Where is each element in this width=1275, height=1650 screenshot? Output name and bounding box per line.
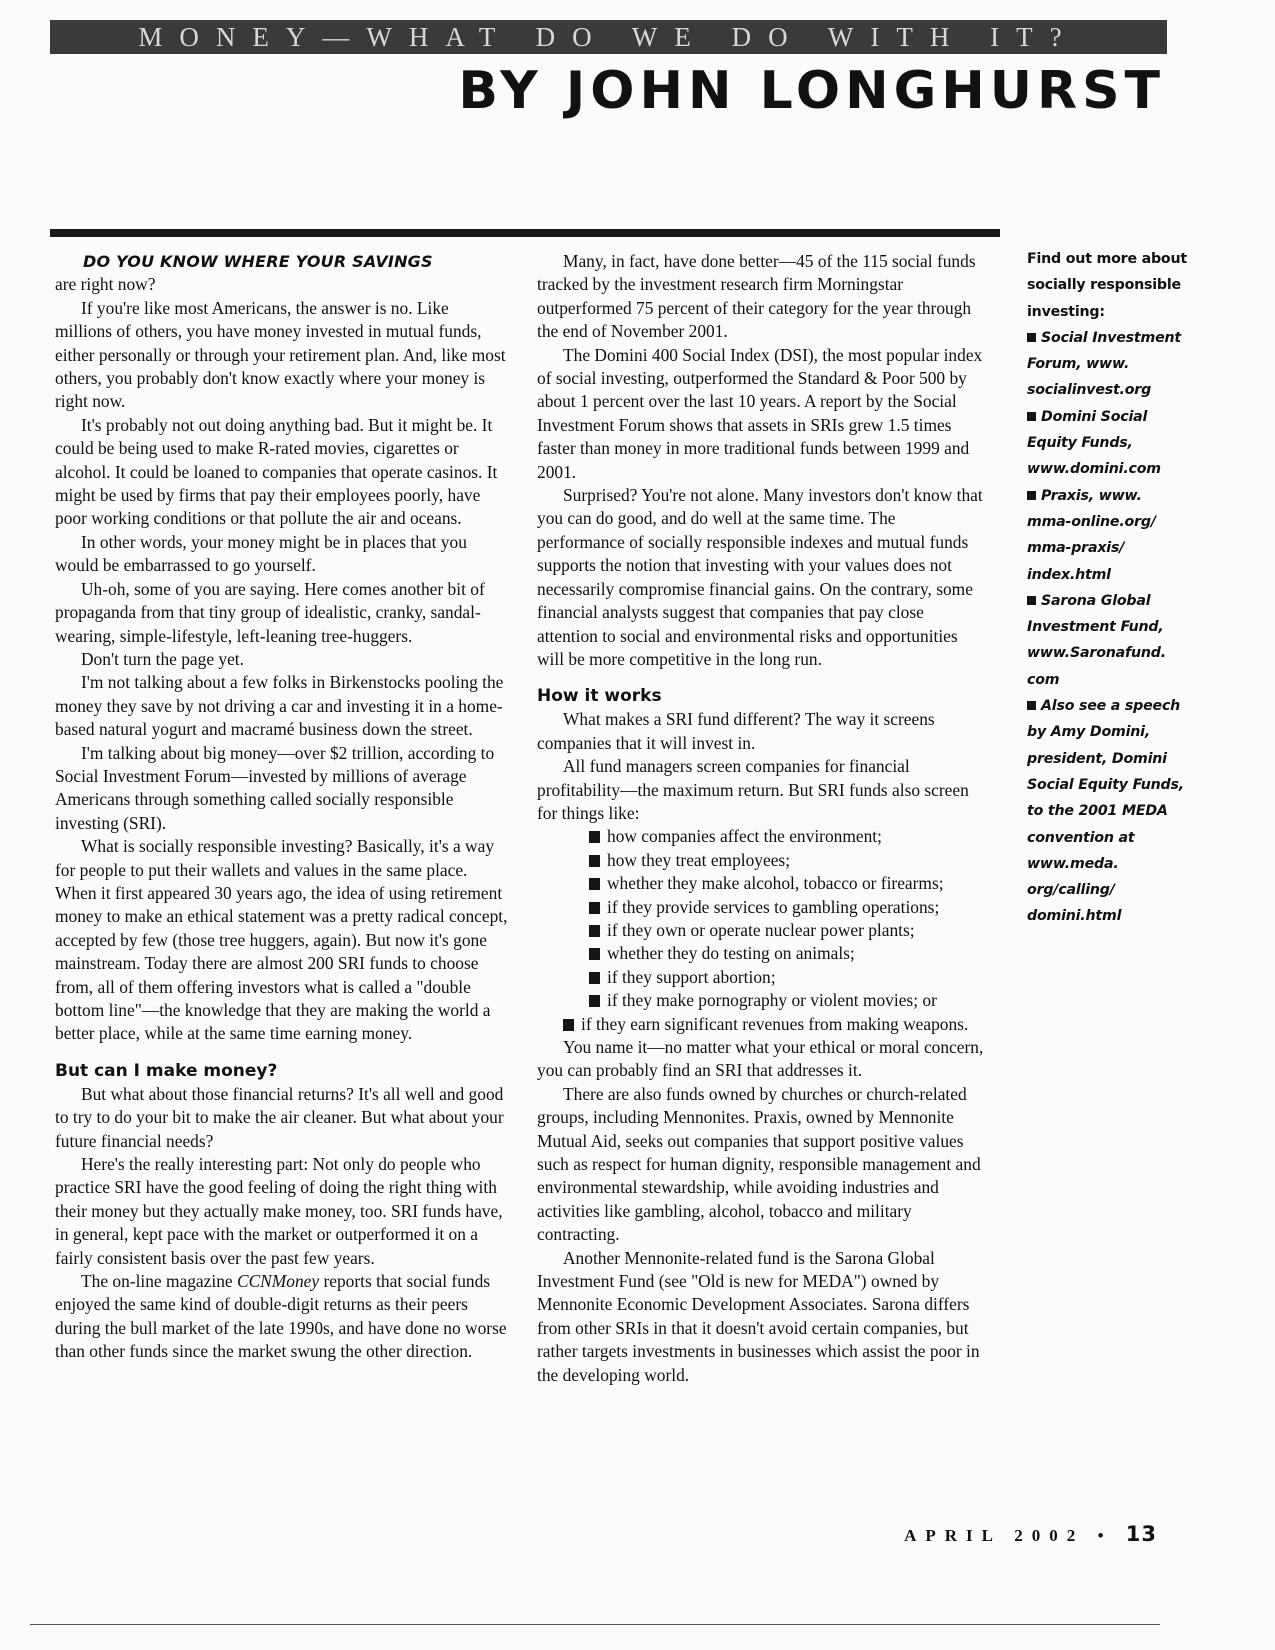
bullet-square-icon (589, 995, 600, 1007)
list-item (537, 942, 985, 965)
paragraph: Surprised? You're not alone. Many investors don't know that you can do good, and do well at the same time. The performance of socially responsible indexes and mutual funds supports the notion that investing with your values does not necessarily compromise financial gains. On the contrary, some financial analysts suggest that companies that pay close attention to social and environmental risks and opportunities will be more competitive in the long run. (537, 485, 983, 669)
paragraph: Many, in fact, have done better—45 of the 115 social funds tracked by the investment research firm Morningstar outperformed 75 percent of their category for the year through the end of November 2001. (537, 251, 976, 342)
article-column-left (55, 250, 508, 1364)
bullet-square-icon (589, 831, 600, 843)
text-run: reports that social funds enjoyed the same kind of double-digit returns as their peers during the bull market of the late 1990s, and have done no worse than other funds since the market swung the other direction. (55, 1271, 507, 1362)
paragraph: It's probably not out doing anything bad. But it might be. It could be being used to make R-rated movies, cigarettes or alcohol. It could be loaned to companies that operate casinos. It might be used by firms that pay their employees poorly, have poor working conditions or that pollute the air and oceans. (55, 414, 498, 529)
paragraph: What makes a SRI fund different? The way it screens companies that it will invest in. (537, 709, 935, 753)
paragraph: All fund managers screen companies for financial profitability—the maximum return. But SRI funds also screen for things like: (537, 756, 969, 823)
sidebar-item-text: Also see a speech by Amy Domini, president, Domini Social Equity Funds, to the 2001 MEDA convention at www.meda. org/calling/ domini.html (1027, 698, 1184, 925)
bullet-square-icon (1027, 333, 1036, 342)
paragraph: But what about those financial returns? It's all well and good to try to do your bit to make the air cleaner. But what about your future financial needs? (55, 1083, 504, 1151)
bullet-square-icon (589, 948, 600, 960)
section-rule (50, 229, 1000, 237)
sidebar-item-text: Domini Social Equity Funds, www.domini.com (1027, 408, 1161, 478)
paragraph: are right now? (55, 274, 156, 295)
sidebar-item (1027, 483, 1187, 588)
bullet-square-icon (589, 902, 600, 914)
footer-separator: • (1097, 1526, 1113, 1545)
paragraph: I'm not talking about a few folks in Birkenstocks pooling the money they save by not driving a car and investing it in a home-based natural yogurt and macramé business down the street. (55, 672, 504, 740)
sidebar-item-text: Sarona Global Investment Fund, www.Saronafund. com (1027, 592, 1166, 688)
sidebar-heading: Find out more about socially responsible investing: (1027, 251, 1187, 320)
bullet-square-icon (563, 1019, 574, 1031)
bottom-rule (30, 1624, 1160, 1625)
subheading: But can I make money? (55, 1060, 278, 1081)
bullet-square-icon (1027, 701, 1036, 710)
list-item-text: how they treat employees; (607, 849, 791, 870)
bullet-square-icon (589, 878, 600, 890)
list-item (537, 849, 985, 872)
paragraph: Another Mennonite-related fund is the Sarona Global Investment Fund (see "Old is new for MEDA") owned by Mennonite Economic Development Associates. Sarona differs from other SRIs in that it doesn't avoid certain companies, but rather targets investments in businesses which assist the poor in the developing world. (537, 1247, 980, 1385)
bullet-square-icon (1027, 491, 1036, 500)
section-banner: MONEY—WHAT DO WE DO WITH IT? (50, 20, 1167, 54)
list-item (537, 989, 985, 1012)
paragraph: Here's the really interesting part: Not only do people who practice SRI have the good feeling of doing the right thing with their money but they actually make money, too. SRI funds have, in general, kept pace with the market or outperformed it on a fairly consistent basis over the past few years. (55, 1154, 503, 1268)
resources-sidebar (1027, 246, 1187, 930)
list-item (537, 825, 985, 848)
list-item-text: if they provide services to gambling operations; (607, 896, 940, 917)
paragraph: The Domini 400 Social Index (DSI), the most popular index of social investing, outperformed the Standard & Poor 500 by about 1 percent over the last 10 years. A report by the Social Investment Forum shows that assets in SRIs grew 1.5 times faster than money in more traditional funds between 1999 and 2001. (537, 344, 983, 482)
issue-date: APRIL 2002 (904, 1526, 1085, 1545)
sidebar-item (1027, 404, 1187, 483)
paragraph (55, 1270, 508, 1364)
byline: BY JOHN LONGHURST (458, 61, 1165, 121)
list-item-text: if they earn significant revenues from making weapons. (581, 1013, 969, 1034)
article-kicker: DO YOU KNOW WHERE YOUR SAVINGS (83, 252, 433, 271)
bullet-square-icon (589, 972, 600, 984)
paragraph: There are also funds owned by churches or church-related groups, including Mennonites. Praxis, owned by Mennonite Mutual Aid, seeks out companies that support positive values such as respect for human dignity, responsible management and environmental stewardship, while avoiding industries and activities like gambling, alcohol, tobacco and military contracting. (537, 1083, 981, 1245)
list-item (537, 919, 985, 942)
paragraph: I'm talking about big money—over $2 trillion, according to Social Investment Forum—invested by millions of average Americans through something called socially responsible investing (SRI). (55, 742, 495, 833)
sidebar-item-text: Social Investment Forum, www. socialinvest.org (1027, 329, 1181, 399)
list-item (537, 872, 985, 895)
list-item (537, 966, 985, 989)
paragraph: Uh-oh, some of you are saying. Here comes another bit of propaganda from that tiny group of idealistic, cranky, sandal-wearing, simple-lifestyle, left-leaning tree-huggers. (55, 578, 485, 646)
paragraph: What is socially responsible investing? Basically, it's a way for people to put their wallets and values in the same place. When it first appeared 30 years ago, the idea of using retirement money to make an ethical statement was a pretty radical concept, accepted by few (those tree huggers, again). But now it's gone mainstream. Today there are almost 200 SRI funds to choose from, all of them offering investors what is called a "double bottom line"—the knowledge that they are making the world a better place, while at the same time earning money. (55, 836, 508, 1044)
sidebar-item (1027, 325, 1187, 404)
list-item-text: whether they do testing on animals; (607, 943, 855, 964)
list-item (537, 896, 985, 919)
list-item-text: if they own or operate nuclear power plants; (607, 919, 915, 940)
sidebar-item (1027, 588, 1187, 693)
paragraph: Don't turn the page yet. (81, 648, 244, 669)
text-run: The on-line magazine (81, 1271, 237, 1292)
page-footer (904, 1522, 1157, 1546)
paragraph: You name it—no matter what your ethical or moral concern, you can probably find an SRI that addresses it. (537, 1037, 984, 1081)
list-item-text: whether they make alcohol, tobacco or firearms; (607, 873, 944, 894)
list-item-text: if they support abortion; (607, 966, 776, 987)
sidebar-item-text: Praxis, www. mma-online.org/ mma-praxis/ index.html (1027, 487, 1156, 583)
list-item-text: if they make pornography or violent movies; or (607, 990, 937, 1011)
list-item (537, 1013, 985, 1036)
article-column-right (537, 250, 985, 1387)
magazine-title: CCNMoney (236, 1271, 320, 1292)
paragraph: If you're like most Americans, the answer is no. Like millions of others, you have money invested in mutual funds, either personally or through your retirement plan. And, like most others, you probably don't know exactly where your money is right now. (55, 297, 506, 412)
list-item-text: how companies affect the environment; (607, 826, 882, 847)
bullet-square-icon (1027, 596, 1036, 605)
bullet-square-icon (1027, 412, 1036, 421)
bullet-square-icon (589, 925, 600, 937)
sidebar-item (1027, 693, 1187, 930)
page-number: 13 (1125, 1522, 1157, 1546)
bullet-square-icon (589, 855, 600, 867)
subheading: How it works (537, 686, 662, 707)
paragraph: In other words, your money might be in places that you would be embarrassed to go yourself. (55, 531, 467, 576)
